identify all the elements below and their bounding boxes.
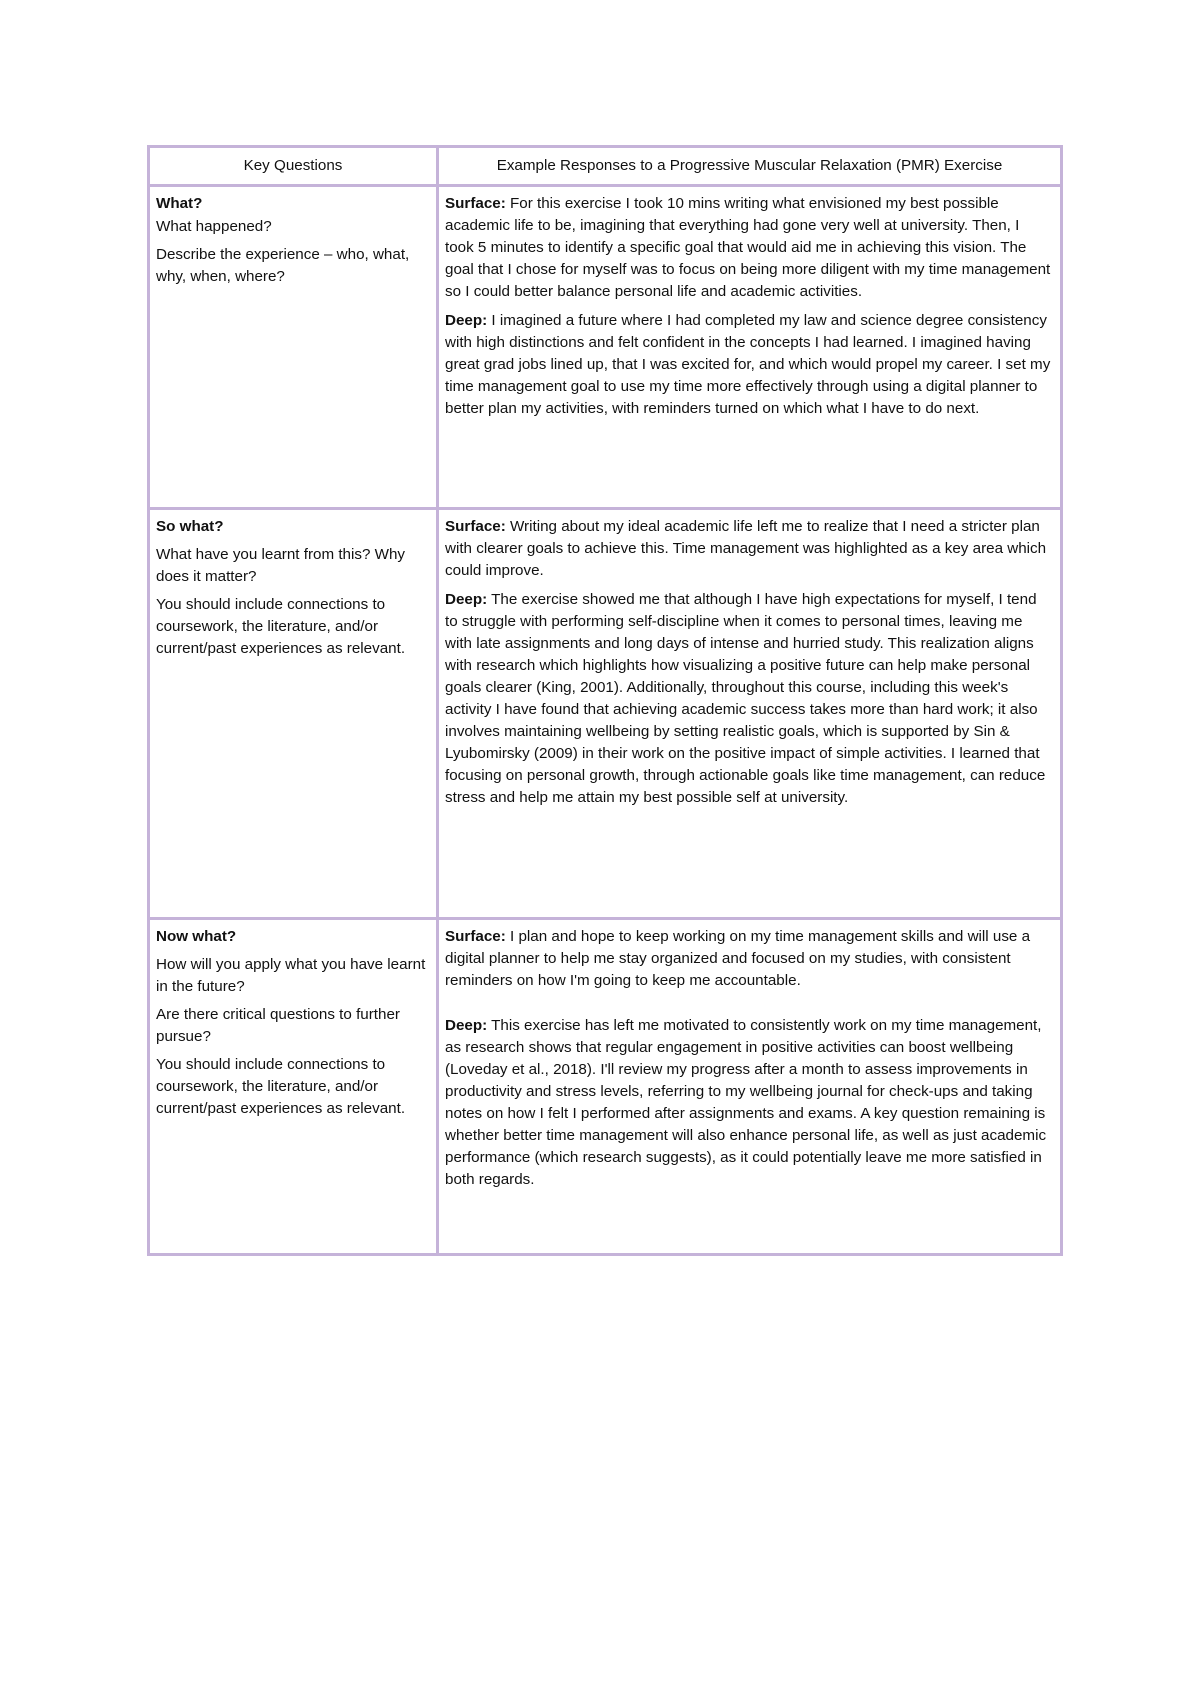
question-prompt: You should include connections to coursework, the literature, and/or current/past experiences as relevant. bbox=[156, 1056, 406, 1117]
paragraph-spacer bbox=[445, 999, 1052, 1015]
question-prompt: Are there critical questions to further pursue? bbox=[156, 1006, 400, 1045]
question-cell-what bbox=[149, 186, 438, 509]
deep-text: I imagined a future where I had completed my law and science degree consistency with high distinctions and felt confident in the concepts I had learned. I imagined having great grad jobs lined up, that I was excited for, and which would propel my career. I set my time management goal to use my time more effectively through using a digital planner to better plan my activities, with reminders turned on which what I have to do next. bbox=[445, 312, 1051, 417]
deep-response bbox=[445, 310, 1052, 420]
deep-text: The exercise showed me that although I have high expectations for myself, I tend to struggle with performing self-discipline when it comes to personal times, leaving me with late assignments and long days of intense and hurried study. This realization aligns with research which highlights how visualizing a positive future can help make personal goals clearer (King, 2001). Additionally, throughout this course, including this week's activity I have found that achieving academic success takes more than hard work; it also involves maintaining wellbeing by setting realistic goals, which is supported by Sin & Lyubomirsky (2009) in their work on the positive impact of simple activities. I learned that focusing on personal growth, through actionable goals like time management, can reduce stress and help me attain my best possible self at university. bbox=[445, 591, 1046, 806]
reflection-table bbox=[147, 145, 1063, 1256]
table-row-what bbox=[149, 186, 1062, 509]
surface-response bbox=[445, 926, 1052, 992]
question-prompt: Describe the experience – who, what, why, when, where? bbox=[156, 246, 410, 285]
deep-response bbox=[445, 589, 1052, 809]
surface-label: Surface: bbox=[445, 928, 506, 945]
surface-text: Writing about my ideal academic life left me to realize that I need a stricter plan with clearer goals to achieve this. Time management was highlighted as a key area which could improve. bbox=[445, 518, 1047, 579]
surface-response bbox=[445, 516, 1052, 582]
surface-label: Surface: bbox=[445, 195, 506, 212]
deep-text: This exercise has left me motivated to consistently work on my time management, as research shows that regular engagement in positive activities can boost wellbeing (Loveday et al., 2018). I'll review my progress after a month to assess improvements in productivity and stress levels, referring to my wellbeing journal for check-ups and taking notes on how I felt I performed after assignments and exams. A key question remaining is whether better time management will also enhance personal life, as well as just academic performance (which research suggests), as it could potentially leave me more satisfied in both regards. bbox=[445, 1017, 1047, 1188]
question-prompt: What have you learnt from this? Why does it matter? bbox=[156, 546, 406, 585]
question-prompt: What happened? bbox=[156, 218, 272, 235]
surface-text: For this exercise I took 10 mins writing what envisioned my best possible academic life to be, imagining that everything had gone very well at university. Then, I took 5 minutes to identify a specific goal that would aid me in achieving this vision. The goal that I chose for myself was to focus on being more diligent with my time management so I could better balance personal life and academic activities. bbox=[445, 195, 1051, 300]
header-key-questions: Key Questions bbox=[149, 147, 438, 186]
surface-label: Surface: bbox=[445, 518, 506, 535]
question-prompt: How will you apply what you have learnt in the future? bbox=[156, 956, 426, 995]
surface-text: I plan and hope to keep working on my time management skills and will use a digital planner to help me stay organized and focused on my studies, with consistent reminders on how I'm going to keep me accountable. bbox=[445, 928, 1031, 989]
response-cell-now-what bbox=[438, 919, 1062, 1255]
response-cell-so-what bbox=[438, 509, 1062, 919]
question-cell-so-what bbox=[149, 509, 438, 919]
question-title: Now what? bbox=[156, 928, 237, 945]
deep-label: Deep: bbox=[445, 591, 488, 608]
question-cell-now-what bbox=[149, 919, 438, 1255]
question-prompt: You should include connections to coursework, the literature, and/or current/past experiences as relevant. bbox=[156, 596, 406, 657]
deep-label: Deep: bbox=[445, 1017, 488, 1034]
response-cell-what bbox=[438, 186, 1062, 509]
table-row-so-what bbox=[149, 509, 1062, 919]
table-row-now-what bbox=[149, 919, 1062, 1255]
question-title: What? bbox=[156, 195, 203, 212]
deep-response bbox=[445, 1015, 1052, 1191]
question-title: So what? bbox=[156, 518, 224, 535]
header-example-responses: Example Responses to a Progressive Muscular Relaxation (PMR) Exercise bbox=[438, 147, 1062, 186]
table-header-row bbox=[149, 147, 1062, 186]
deep-label: Deep: bbox=[445, 312, 488, 329]
surface-response bbox=[445, 193, 1052, 303]
